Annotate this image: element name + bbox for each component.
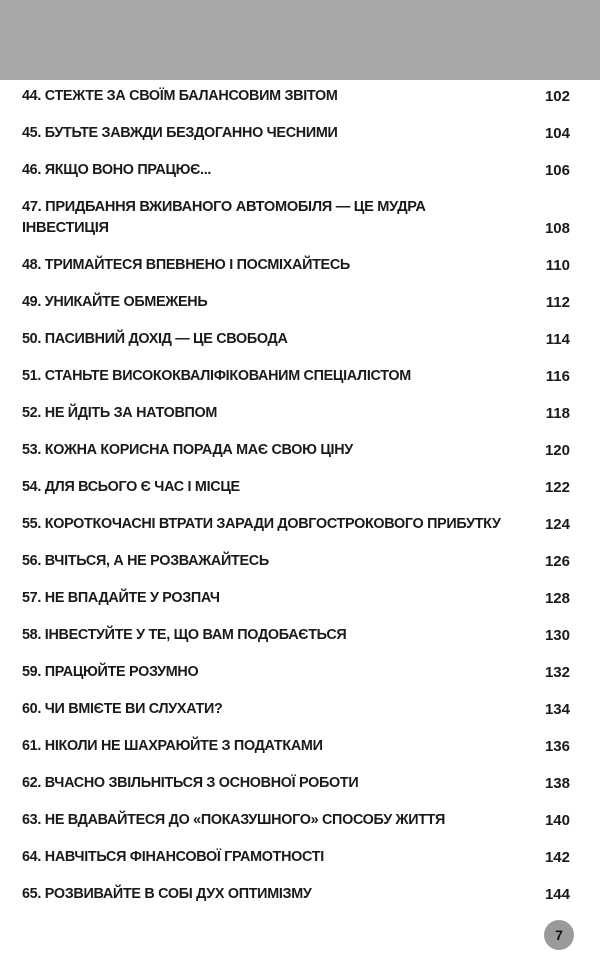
toc-entry (22, 197, 570, 239)
toc-entry-title: 60. ЧИ ВМІЄТЕ ВИ СЛУХАТИ? (22, 701, 223, 717)
toc-entry-title: 50. ПАСИВНИЙ ДОХІД — ЦЕ СВОБОДА (22, 331, 288, 347)
toc-entry-page: 122 (544, 479, 570, 496)
toc-entry-title: 62. ВЧАСНО ЗВІЛЬНІТЬСЯ З ОСНОВНОЇ РОБОТИ (22, 775, 359, 791)
toc-entry (22, 810, 570, 831)
toc-entry (22, 123, 570, 144)
toc-entry (22, 588, 570, 609)
toc-entry-title: 59. ПРАЦЮЙТЕ РОЗУМНО (22, 664, 199, 680)
toc-entry (22, 773, 570, 794)
toc-entry-title: 55. КОРОТКОЧАСНІ ВТРАТИ ЗАРАДИ ДОВГОСТРОКОВОГО ПРИБУТКУ (22, 516, 501, 532)
toc-entry-page: 112 (545, 294, 570, 311)
toc-entry-title: 63. НЕ ВДАВАЙТЕСЯ ДО «ПОКАЗУШНОГО» СПОСОБУ ЖИТТЯ (22, 812, 445, 828)
toc-entry-page: 128 (544, 590, 570, 607)
toc-entry-page: 132 (544, 664, 570, 681)
toc-entry-title: 47. ПРИДБАННЯ ВЖИВАНОГО АВТОМОБІЛЯ — ЦЕ МУДРА ІНВЕСТИЦІЯ (22, 199, 426, 236)
toc-entry-page: 124 (544, 516, 570, 533)
toc-entry-page: 102 (544, 88, 570, 105)
toc-entry (22, 884, 570, 905)
toc-entry-title: 51. СТАНЬТЕ ВИСОКОКВАЛІФІКОВАНИМ СПЕЦІАЛІСТОМ (22, 368, 411, 384)
toc-entry-page: 116 (545, 368, 570, 385)
page-number-badge (544, 920, 574, 950)
toc-entry-page: 144 (544, 886, 570, 903)
toc-entry-title: 65. РОЗВИВАЙТЕ В СОБІ ДУХ ОПТИМІЗМУ (22, 886, 312, 902)
toc-entry-title: 49. УНИКАЙТЕ ОБМЕЖЕНЬ (22, 294, 208, 310)
toc-entry-title: 57. НЕ ВПАДАЙТЕ У РОЗПАЧ (22, 590, 220, 606)
toc-entry-title: 48. ТРИМАЙТЕСЯ ВПЕВНЕНО І ПОСМІХАЙТЕСЬ (22, 257, 350, 273)
toc-entry (22, 255, 570, 276)
toc-entry (22, 699, 570, 720)
toc-entry-title: 64. НАВЧІТЬСЯ ФІНАНСОВОЇ ГРАМОТНОСТІ (22, 849, 324, 865)
toc-entry-title: 44. СТЕЖТЕ ЗА СВОЇМ БАЛАНСОВИМ ЗВІТОМ (22, 88, 338, 104)
toc-entry-title: 45. БУТЬТЕ ЗАВЖДИ БЕЗДОГАННО ЧЕСНИМИ (22, 125, 338, 141)
toc-entry (22, 847, 570, 868)
toc-entry-page: 120 (544, 442, 570, 459)
toc-entry-page: 108 (544, 220, 570, 237)
toc-entry (22, 160, 570, 181)
toc-entry-page: 138 (544, 775, 570, 792)
toc-entry (22, 440, 570, 461)
page-number: 7 (555, 927, 563, 943)
toc-entry (22, 292, 570, 313)
toc-entry (22, 736, 570, 757)
toc-entry-page: 110 (545, 257, 570, 274)
toc-entry (22, 477, 570, 498)
toc-entry-page: 114 (545, 331, 570, 348)
toc-entry-title: 52. НЕ ЙДІТЬ ЗА НАТОВПОМ (22, 405, 218, 421)
toc-entry (22, 662, 570, 683)
toc-entry-title: 46. ЯКЩО ВОНО ПРАЦЮЄ... (22, 162, 212, 178)
toc-entry-page: 140 (544, 812, 570, 829)
toc-entry-title: 53. КОЖНА КОРИСНА ПОРАДА МАЄ СВОЮ ЦІНУ (22, 442, 353, 458)
toc-entry (22, 625, 570, 646)
header-band (0, 0, 600, 80)
toc-entry-page: 142 (544, 849, 570, 866)
toc-entry (22, 329, 570, 350)
toc-entry (22, 86, 570, 107)
toc-entry-page: 104 (544, 125, 570, 142)
toc-entry (22, 403, 570, 424)
toc-entry-title: 61. НІКОЛИ НЕ ШАХРАЮЙТЕ З ПОДАТКАМИ (22, 738, 323, 754)
toc-entry-page: 126 (544, 553, 570, 570)
toc-entry-page: 136 (544, 738, 570, 755)
toc-entry (22, 514, 570, 535)
toc-entry-title: 56. ВЧІТЬСЯ, А НЕ РОЗВАЖАЙТЕСЬ (22, 553, 269, 569)
toc-entry (22, 551, 570, 572)
toc-entry-page: 130 (544, 627, 570, 644)
toc-entry-title: 58. ІНВЕСТУЙТЕ У ТЕ, ЩО ВАМ ПОДОБАЄТЬСЯ (22, 627, 347, 643)
toc-entry-page: 134 (544, 701, 570, 718)
toc-entry (22, 366, 570, 387)
table-of-contents (22, 86, 570, 921)
toc-entry-page: 106 (544, 162, 570, 179)
toc-entry-page: 118 (545, 405, 570, 422)
toc-entry-title: 54. ДЛЯ ВСЬОГО Є ЧАС І МІСЦЕ (22, 479, 240, 495)
